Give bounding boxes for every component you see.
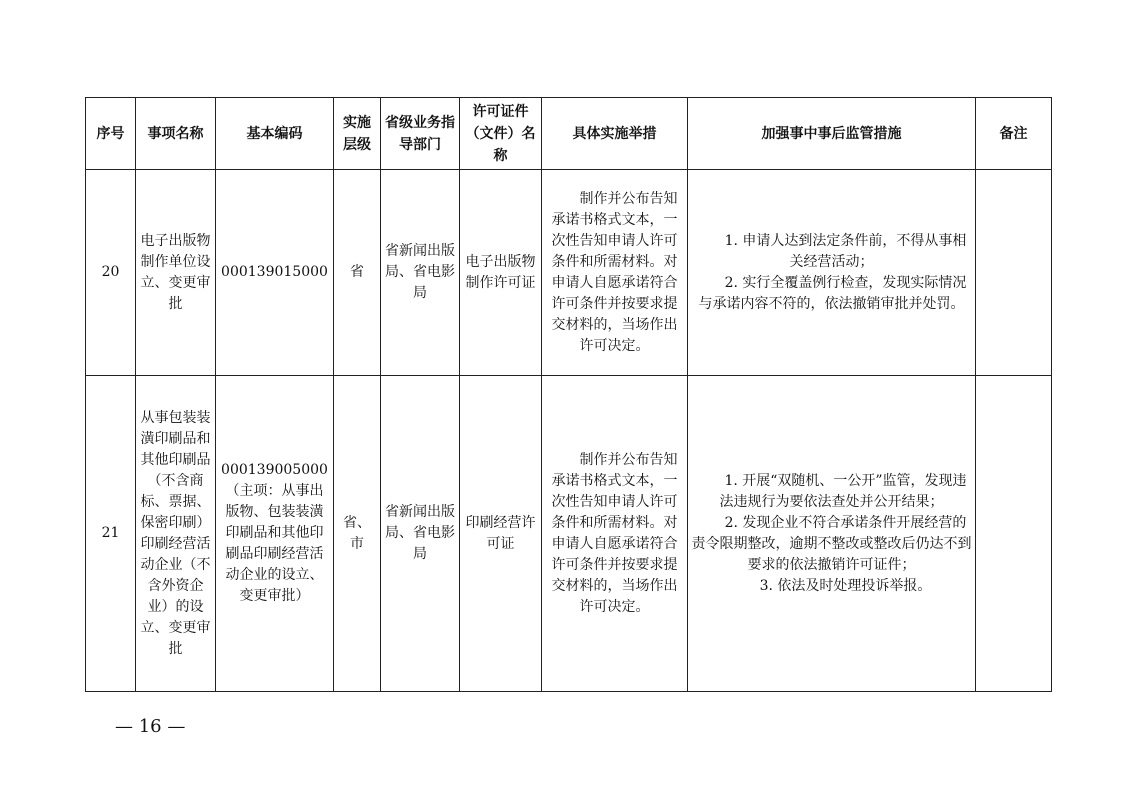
row-license: 印刷经营许可证 [460,376,542,692]
header-remark: 备注 [976,98,1052,170]
header-supervision: 加强事中事后监管措施 [688,98,976,170]
row-name: 从事包装装潢印刷品和其他印刷品（不含商标、票据、保密印刷）印刷经营活动企业（不含外资企业）的设立、变更审批 [136,376,216,692]
item-table [85,97,1052,692]
row-dept: 省新闻出版局、省电影局 [381,376,460,692]
row-level: 省、市 [334,376,381,692]
row-no: 21 [86,376,136,692]
row-remark [976,376,1052,692]
row-remark [976,170,1052,376]
supervision-item: 2. 实行全覆盖例行检查，发现实际情况与承诺内容不符的，依法撤销审批并处罚。 [698,274,967,312]
row-code: 000139015000 [216,170,334,376]
page-number: — 16 — [115,716,186,737]
row-no: 20 [86,170,136,376]
row-supervision [688,170,976,376]
table-header-row [86,98,1052,170]
row-measure: 制作并公布告知承诺书格式文本，一次性告知申请人许可条件和所需材料。对申请人自愿承诺符合许可条件并按要求提交材料的，当场作出许可决定。 [542,170,688,376]
supervision-item: 1. 申请人达到法定条件前，不得从事相关经营活动； [724,232,967,270]
header-measure: 具体实施举措 [542,98,688,170]
supervision-item: 1. 开展“双随机、一公开”监管，发现违法违规行为要依法查处并公开结果； [719,472,967,510]
row-name: 电子出版物制作单位设立、变更审批 [136,170,216,376]
row-supervision [688,376,976,692]
header-dept: 省级业务指导部门 [381,98,460,170]
header-base-code: 基本编码 [216,98,334,170]
header-level: 实施层级 [334,98,381,170]
row-level: 省 [334,170,381,376]
supervision-item: 2. 发现企业不符合承诺条件开展经营的责令限期整改，逾期不整改或整改后仍达不到要求的依法撤销许可证件； [691,514,972,573]
header-no: 序号 [86,98,136,170]
header-license: 许可证件（文件）名称 [460,98,542,170]
supervision-item: 3. 依法及时处理投诉举报。 [759,577,932,594]
header-item-name: 事项名称 [136,98,216,170]
row-measure: 制作并公布告知承诺书格式文本，一次性告知申请人许可条件和所需材料。对申请人自愿承诺符合许可条件并按要求提交材料的，当场作出许可决定。 [542,376,688,692]
row-dept: 省新闻出版局、省电影局 [381,170,460,376]
row-code: 000139005000（主项：从事出版物、包装装潢印刷品和其他印刷品印刷经营活动企业的设立、变更审批） [216,376,334,692]
row-license: 电子出版物制作许可证 [460,170,542,376]
table-row [86,170,1052,376]
table-row [86,376,1052,692]
